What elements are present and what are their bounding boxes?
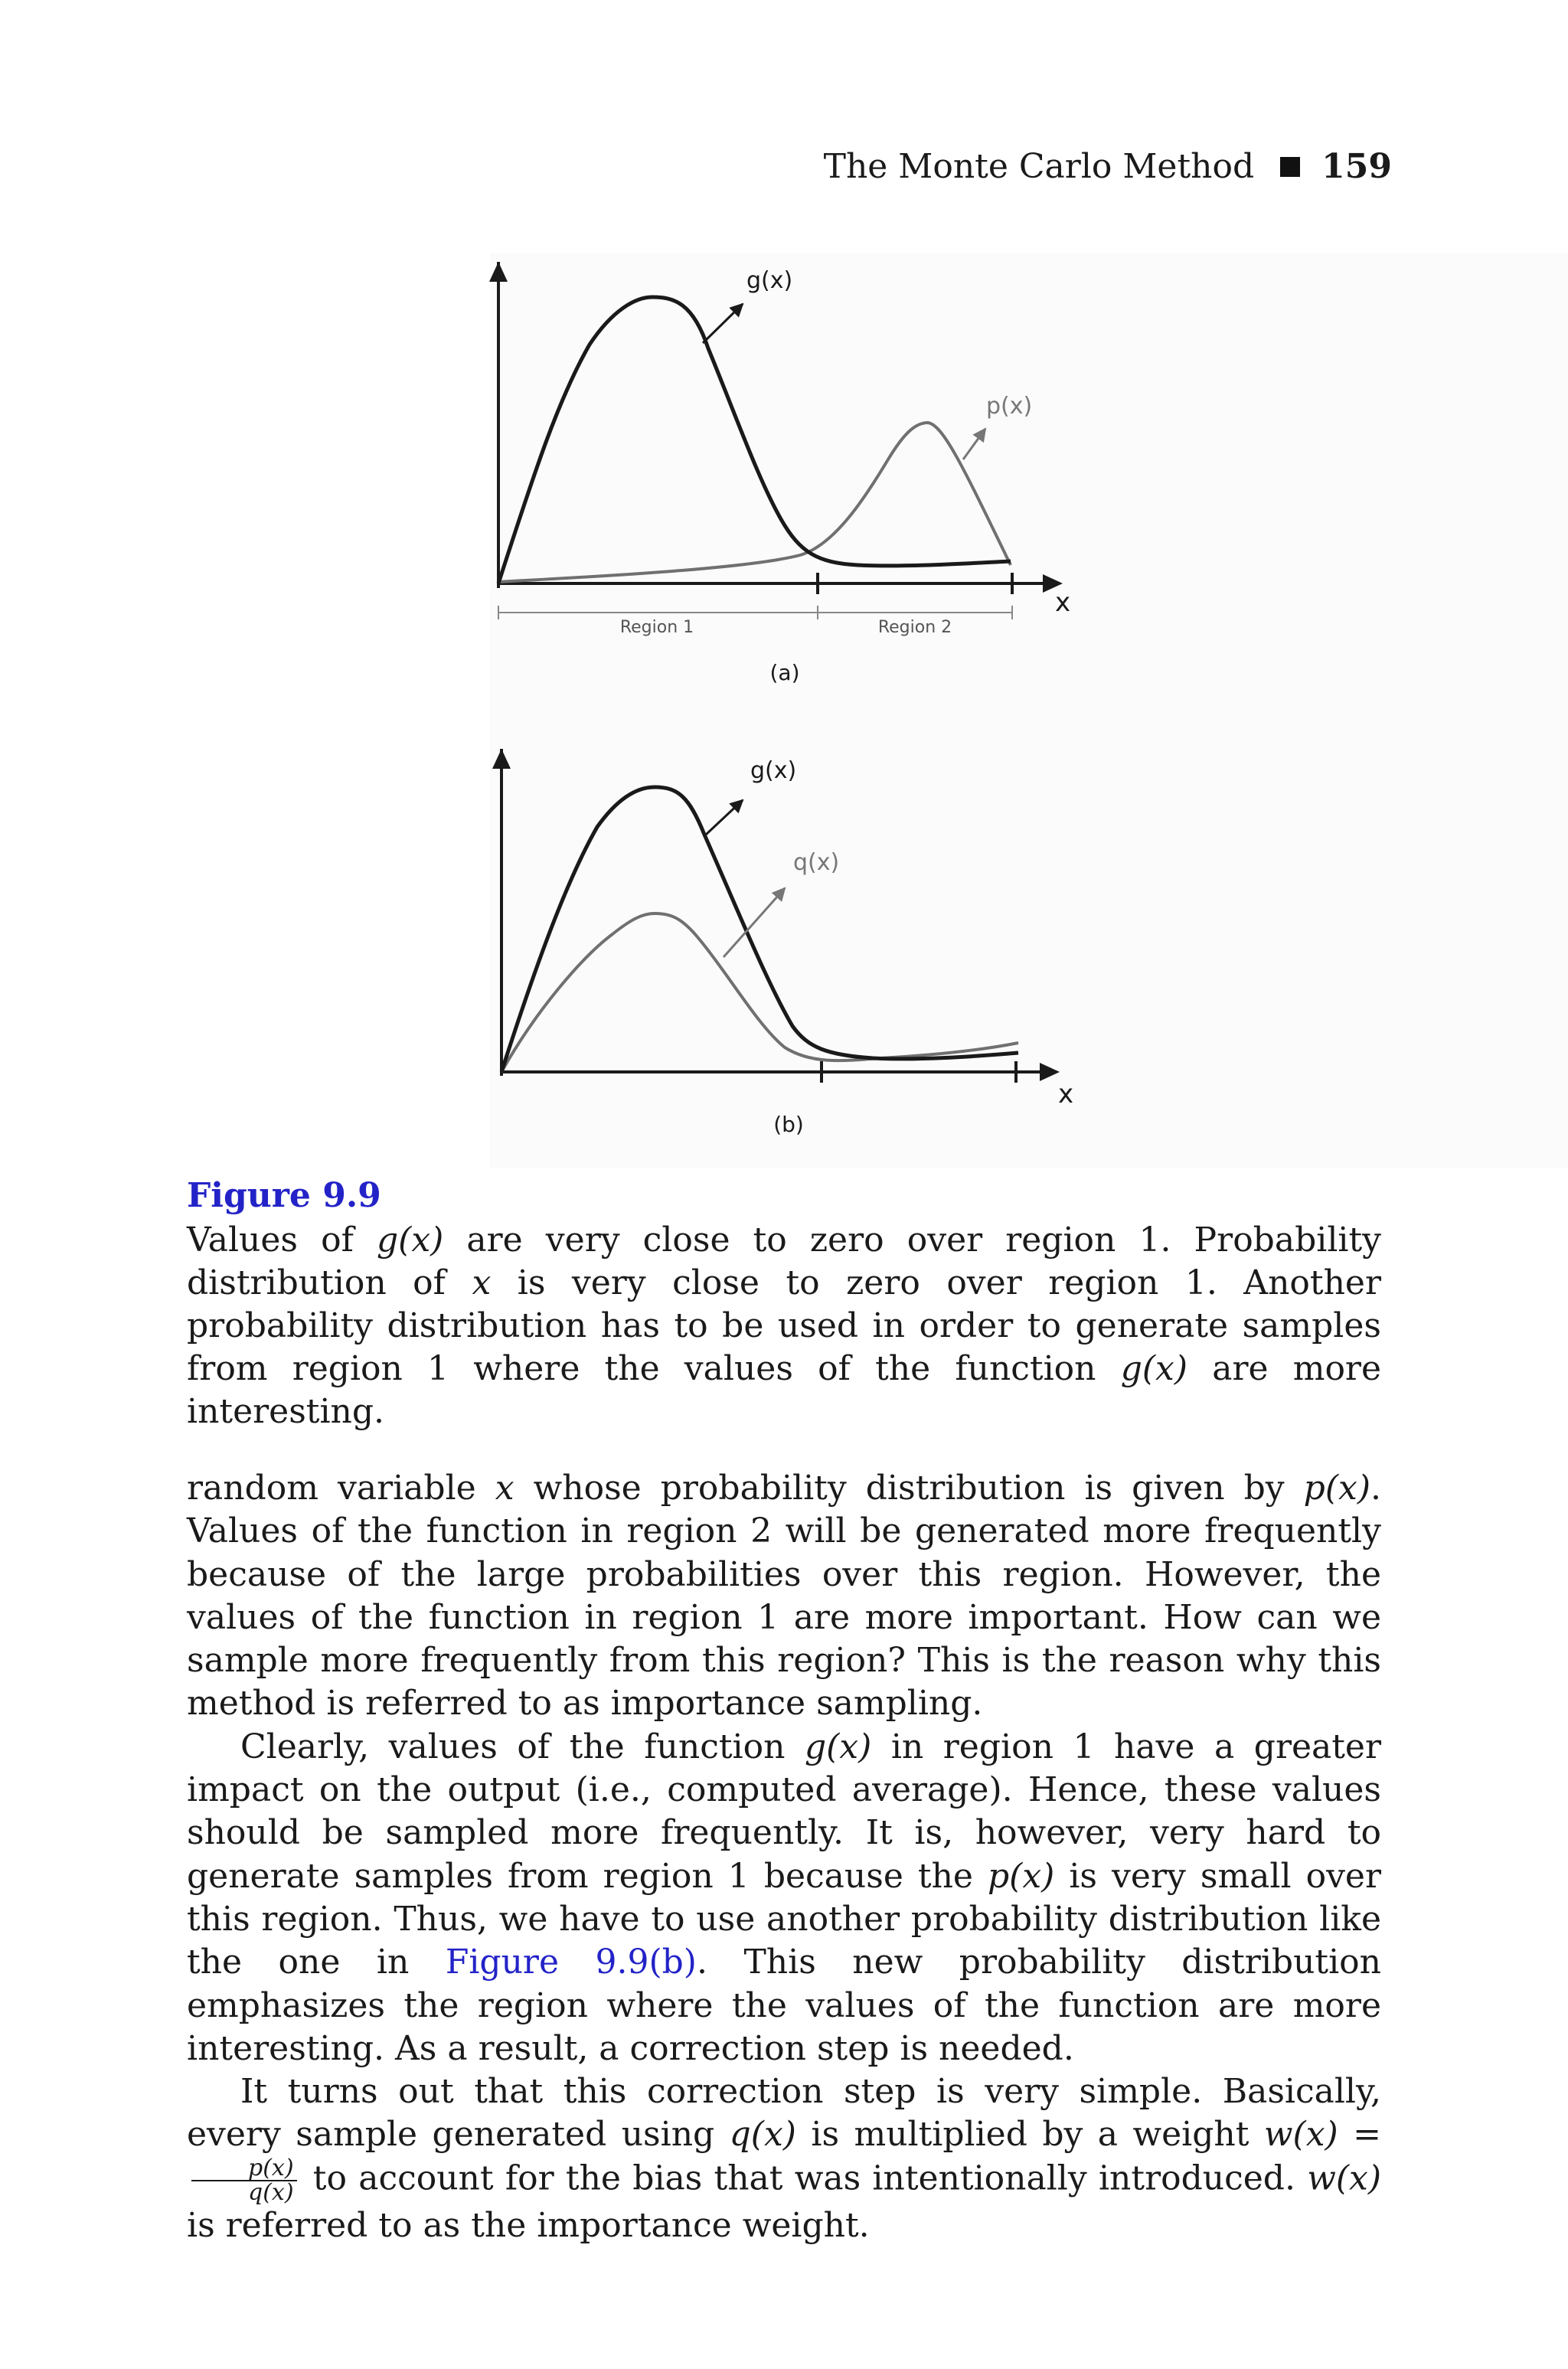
- x-label-b: x: [1058, 1079, 1074, 1109]
- text-run: whose probability distribution is given by: [514, 1469, 1304, 1508]
- figure-background: [490, 253, 1568, 1168]
- q-label-b: q(x): [793, 849, 840, 876]
- caption-run: are very close to zero over region 1. Probability distribution of: [187, 1220, 1382, 1302]
- figure-caption-text: [187, 1219, 1381, 1433]
- paragraph-1: [187, 1467, 1381, 1726]
- text-run: is very small over this region. Thus, we have to use another probability distribution like the one in: [187, 1856, 1382, 1982]
- text-run: is multiplied by a weight: [795, 2115, 1264, 2155]
- text-run: random variable: [187, 1469, 495, 1508]
- math-run: w(x) =: [1263, 2115, 1382, 2155]
- g-label-b: g(x): [750, 757, 797, 784]
- caption-math: g(x): [1120, 1349, 1188, 1388]
- region1-label: Region 1: [619, 618, 694, 637]
- caption-run: Values of: [187, 1220, 377, 1260]
- caption-math: g(x): [376, 1220, 444, 1260]
- fraction-numerator: p(x): [191, 2157, 297, 2181]
- fraction-denominator: q(x): [248, 2178, 294, 2206]
- paragraph-3: [187, 2070, 1381, 2247]
- text-run: Clearly, values of the function: [240, 1727, 805, 1766]
- g-label-a: g(x): [746, 267, 793, 294]
- region2-label: Region 2: [877, 618, 952, 637]
- x-label-a: x: [1055, 587, 1071, 618]
- caption-math: x: [472, 1263, 492, 1302]
- caption-run: are more interesting.: [187, 1349, 1382, 1431]
- math-run: x: [495, 1469, 514, 1508]
- panel-b-sublabel: (b): [773, 1112, 804, 1137]
- body-text: [187, 1467, 1381, 2247]
- figure-reference-link[interactable]: Figure 9.9(b): [445, 1943, 697, 1982]
- importance-weight-fraction: [191, 2154, 297, 2206]
- math-run: w(x): [1307, 2158, 1381, 2198]
- text-run: . This new probability distribution emphasizes the region where the values of the function are more interesting. As a result, a correction step is needed.: [187, 1943, 1382, 2068]
- paragraph-2: [187, 1726, 1381, 2070]
- text-run: It turns out that this correction step is very simple. Basically, every sample generated using: [187, 2072, 1381, 2155]
- math-run: q(x): [729, 2115, 796, 2155]
- text-run: to account for the bias that was intentionally introduced.: [301, 2158, 1308, 2198]
- text-run: in region 1 have a greater impact on the output (i.e., computed average). Hence, these values should be sampled more frequently. It is, however, very hard to generate samples from region 1 because the: [187, 1727, 1381, 1896]
- p-label-a: p(x): [986, 393, 1033, 420]
- text-run: is referred to as the importance weight.: [187, 2205, 870, 2245]
- chapter-title: The Monte Carlo Method: [823, 147, 1255, 186]
- page-number: 159: [1321, 147, 1392, 186]
- math-run: g(x): [804, 1727, 872, 1766]
- figure-caption-label: Figure 9.9: [187, 1176, 381, 1215]
- math-run: p(x): [1303, 1469, 1370, 1508]
- text-run: . Values of the function in region 2 will be generated more frequently because of the large probabilities over this region. However, the values of the function in region 1 are more important. How can we sample more frequently from this region? This is the reason why this method is referred to as importance sampling.: [187, 1469, 1381, 1724]
- panel-a-sublabel: (a): [769, 660, 800, 685]
- math-run: p(x): [988, 1856, 1055, 1896]
- caption-run: is very close to zero over region 1. Another probability distribution has to be used in order to generate samples from region 1 where the values of the function: [187, 1263, 1381, 1388]
